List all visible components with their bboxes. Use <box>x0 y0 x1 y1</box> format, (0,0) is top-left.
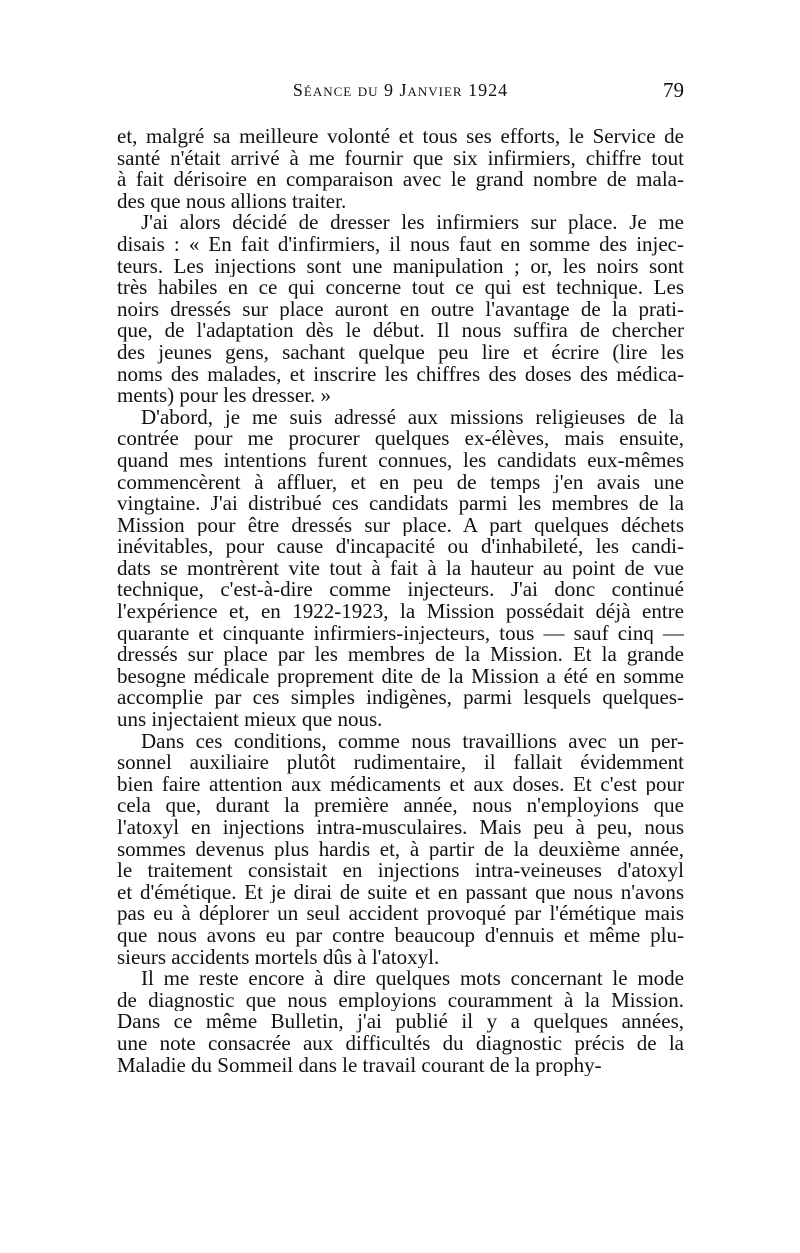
page-number: 79 <box>663 78 684 102</box>
text-line: cela que, durant la première année, nous n'employions que <box>117 795 684 817</box>
text-line: Dans ces conditions, comme nous travaillions avec un per- <box>141 730 684 753</box>
text-line: l'atoxyl en injections intra-musculaires. Mais peu à peu, nous <box>117 817 684 839</box>
text-line: sonnel auxiliaire plutôt rudimentaire, il fallait évidemment <box>117 752 684 774</box>
text-line: inévitables, pour cause d'incapacité ou d'inhabileté, les candi- <box>117 536 684 558</box>
text-line: disais : « En fait d'infirmiers, il nous faut en somme des injec- <box>117 233 684 256</box>
text-line: dats se montrèrent vite tout à fait à la hauteur au point de vue <box>117 557 684 580</box>
text-line: des que nous allions traiter. <box>117 190 347 213</box>
text-line: à fait dérisoire en comparaison avec le grand nombre de mala- <box>117 169 684 191</box>
text-line: Maladie du Sommeil dans le travail courant de la prophy- <box>117 1054 602 1077</box>
paragraph <box>117 212 684 406</box>
body-text <box>117 126 684 1076</box>
text-line: pas eu à déplorer un seul accident provoqué par l'émétique mais <box>117 903 684 925</box>
text-line: l'expérience et, en 1922-1923, la Mission possédait déjà entre <box>117 601 684 623</box>
text-line: des jeunes gens, sachant quelque peu lire et écrire (lire les <box>117 341 684 364</box>
paragraph <box>117 407 684 731</box>
text-line: une note consacrée aux difficultés du diagnostic précis de la <box>117 1032 684 1055</box>
running-head: Séance du 9 Janvier 1924 <box>292 80 509 100</box>
text-line: et d'émétique. Et je dirai de suite et en passant que nous n'avons <box>117 881 684 904</box>
text-line: ments) pour les dresser. » <box>117 385 332 407</box>
text-line: dressés sur place par les membres de la Mission. Et la grande <box>117 644 684 666</box>
text-line: besogne médicale proprement dite de la Mission a été en somme <box>117 665 684 688</box>
text-line: uns injectaient mieux que nous. <box>117 709 383 731</box>
page-header <box>117 76 684 106</box>
paragraph <box>117 126 684 212</box>
text-line: D'abord, je me suis adressé aux missions religieuses de la <box>141 406 684 429</box>
text-line: Il me reste encore à dire quelques mots concernant le mode <box>141 968 684 990</box>
text-line: technique, c'est-à-dire comme injecteurs. J'ai donc continué <box>117 579 684 602</box>
text-line: commencèrent à affluer, et en peu de temps j'en avais une <box>117 471 684 494</box>
text-line: noms des malades, et inscrire les chiffres des doses des médica- <box>117 363 684 386</box>
text-line: quand mes intentions furent connues, les candidats eux-mêmes <box>117 449 684 472</box>
text-line: sieurs accidents mortels dûs à l'atoxyl. <box>117 946 440 969</box>
text-line: quarante et cinquante infirmiers-injecteurs, tous — sauf cinq — <box>117 622 684 645</box>
text-line: J'ai alors décidé de dresser les infirmiers sur place. Je me <box>141 212 684 234</box>
text-line: que, de l'adaptation dès le début. Il nous suffira de chercher <box>117 320 684 342</box>
text-line: Dans ce même Bulletin, j'ai publié il y a quelques années, <box>117 1011 684 1033</box>
paragraph <box>117 968 684 1076</box>
text-line: vingtaine. J'ai distribué ces candidats parmi les membres de la <box>117 493 684 515</box>
text-line: très habiles en ce qui concerne tout ce qui est technique. Les <box>117 277 684 299</box>
text-line: Mission pour être dressés sur place. A part quelques déchets <box>117 514 684 537</box>
text-line: le traitement consistait en injections intra-veineuses d'atoxyl <box>117 860 684 882</box>
text-line: teurs. Les injections sont une manipulation ; or, les noirs sont <box>117 255 684 278</box>
text-line: que nous avons eu par contre beaucoup d'ennuis et même plu- <box>117 924 684 947</box>
text-line: et, malgré sa meilleure volonté et tous ses efforts, le Service de <box>117 126 684 148</box>
text-line: santé n'était arrivé à me fournir que six infirmiers, chiffre tout <box>117 147 684 170</box>
paragraph <box>117 731 684 969</box>
text-line: de diagnostic que nous employions couramment à la Mission. <box>117 989 684 1012</box>
text-line: sommes devenus plus hardis et, à partir de la deuxième année, <box>117 838 684 861</box>
text-line: bien faire attention aux médicaments et aux doses. Et c'est pour <box>117 773 684 796</box>
text-line: contrée pour me procurer quelques ex-élèves, mais ensuite, <box>117 428 684 450</box>
text-line: accomplie par ces simples indigènes, parmi lesquels quelques- <box>117 687 684 710</box>
text-line: noirs dressés sur place auront en outre l'avantage de la prati- <box>117 298 684 321</box>
